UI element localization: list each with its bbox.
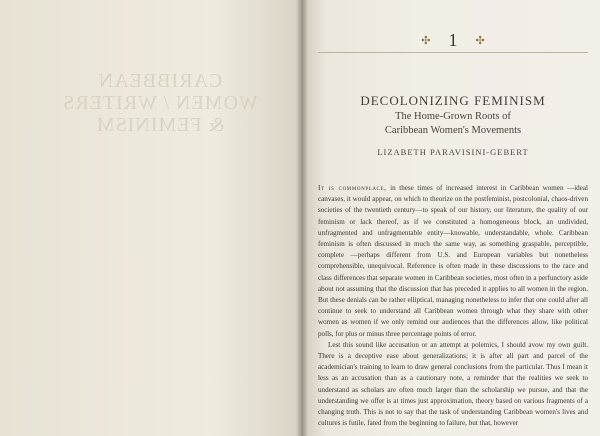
subtitle-line-1: The Home-Grown Roots of — [395, 111, 511, 122]
chapter-subtitle — [318, 110, 588, 138]
chapter-number: 1 — [448, 30, 458, 50]
ornament-right-icon: ✣ — [475, 35, 485, 47]
ornament-left-icon: ✣ — [421, 35, 431, 47]
paragraph-2: Lest this sound like accusation or an attempt at polemics, I should avow my own guilt. There is a deceptive ease about generalizations; it is after all part and parcel of the academician's training to learn to draw general conclusions from the particular. Thus I mean it less as an accusation than as a cautionary note, a reminder that the realities we seek to understand as scholars are often much larger than the scholarship we pursue, and that the understanding we offer is at times just approximation, theory based on various fragments of a changing truth. This is not to say that the task of understanding Caribbean women's lives and cultures is futile, fated from the beginning to failure, but that, however — [318, 340, 588, 428]
subtitle-line-2: Caribbean Women's Movements — [384, 125, 522, 136]
paragraph-1-text: in these times of increased interest in Caribbean women —ideal canvases, it would appear, on which to theorize on the postfeminist, postcolonial, chaos-driven societies of the twentieth century—to speak of our history, our literature, the quality of our feminism or lack thereof, as if we constituted a homogeneous block, an undivided, unfragmented and unfragmentable entity—knowable, understandable, whole. Caribbean feminism is often discussed in much the same way, as something graspable, perceptible, complete —perhaps different from U.S. and European variables but nonetheless comprehensible, unequivocal. Reference is often made in these discussions to the race and class differences that separate women in Caribbean societies, most often in a perfunctory aside about not assuming that the discussion that has preceded it applies to all women in the region. But these denials can be rather elliptical, managing nonetheless to infer that one could after all continue to seek to understand all Caribbean women through what they share with other women as women if we only remind our audiences that the differences allow, like political polls, for plus or minus three percentage points of error. — [318, 184, 588, 338]
paragraph-1 — [318, 183, 588, 340]
chapter-heading — [318, 30, 588, 53]
chapter-author: LIZABETH PARAVISINI-GEBERT — [377, 147, 529, 157]
book-gutter — [296, 0, 308, 436]
paragraph-1-lead: It is commonplace, — [318, 184, 387, 192]
show-through-text: CARIBBEAN WOMEN / WRITERS & FEMINISM — [62, 70, 258, 136]
chapter-title: DECOLONIZING FEMINISM — [360, 93, 546, 108]
chapter-body — [318, 183, 588, 429]
